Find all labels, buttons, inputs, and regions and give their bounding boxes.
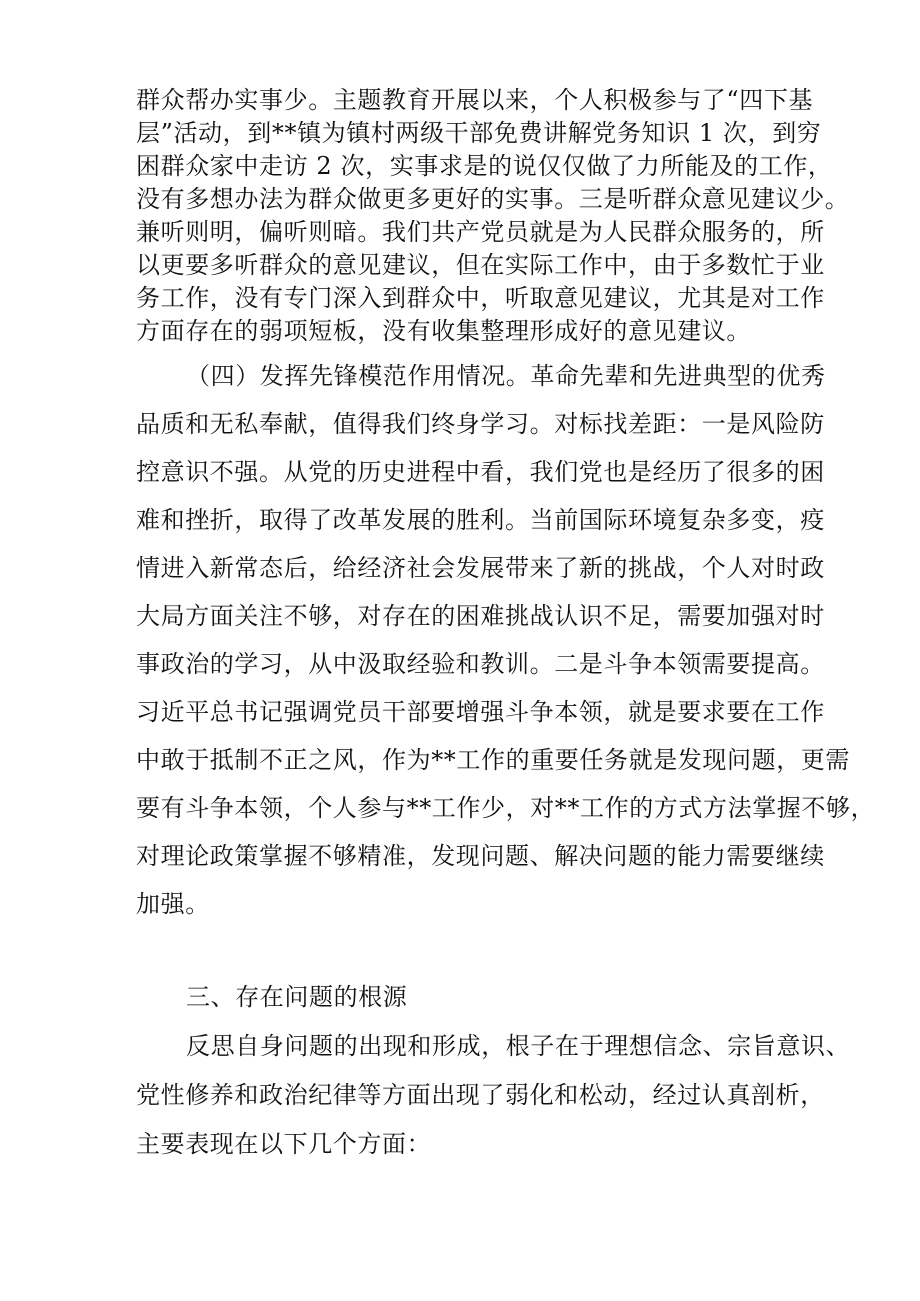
text-line: 以更要多听群众的意见建议，但在实际工作中，由于多数忙于业 (136, 251, 825, 279)
text-line: 困群众家中走访 2 次，实事求是的说仅仅做了力所能及的工作， (136, 152, 833, 180)
text-line: 情进入新常态后，给经济社会发展带来了新的挑战，个人对时政 (136, 554, 825, 582)
text-line: 控意识不强。从党的历史进程中看，我们党也是经历了很多的困 (136, 458, 825, 486)
text-line: 事政治的学习，从中汲取经验和教训。二是斗争本领需要提高。 (136, 650, 825, 678)
text-line: 群众帮办实事少。主题教育开展以来，个人积极参与了“四下基 (136, 86, 814, 114)
text-line: 大局方面关注不够，对存在的困难挑战认识不足，需要加强对时 (136, 602, 825, 630)
text-line: 习近平总书记强调党员干部要增强斗争本领，就是要求要在工作 (136, 698, 825, 726)
text-line: 中敢于抵制不正之风，作为**工作的重要任务就是发现问题，更需 (136, 746, 850, 774)
text-line: 没有多想办法为群众做更多更好的实事。三是听群众意见建议少。 (136, 185, 850, 213)
text-line: 加强。 (136, 890, 210, 918)
text-line: 对理论政策掌握不够精准，发现问题、解决问题的能力需要继续 (136, 842, 825, 870)
text-line: 反思自身问题的出现和形成，根子在于理想信念、宗旨意识、 (186, 1032, 851, 1060)
text-line: 难和挫折，取得了改革发展的胜利。当前国际环境复杂多变，疫 (136, 506, 825, 534)
text-line: 务工作，没有专门深入到群众中，听取意见建议，尤其是对工作 (136, 284, 825, 312)
text-line: 层”活动，到**镇为镇村两级干部免费讲解党务知识 1 次，到穷 (136, 119, 822, 147)
text-line: 方面存在的弱项短板，没有收集整理形成好的意见建议。 (136, 317, 751, 345)
text-line: 党性修养和政治纪律等方面出现了弱化和松动，经过认真剖析， (136, 1081, 825, 1109)
text-line: 主要表现在以下几个方面： (136, 1130, 432, 1158)
text-line: 兼听则明，偏听则暗。我们共产党员就是为人民群众服务的，所 (136, 218, 825, 246)
text-line: 品质和无私奉献，值得我们终身学习。对标找差距：一是风险防 (136, 410, 825, 438)
text-line: （四）发挥先锋模范作用情况。革命先辈和先进典型的优秀 (186, 362, 826, 390)
section-heading: 三、存在问题的根源 (186, 983, 408, 1011)
text-line: 要有斗争本领，个人参与**工作少，对**工作的方式方法掌握不够， (136, 794, 876, 822)
